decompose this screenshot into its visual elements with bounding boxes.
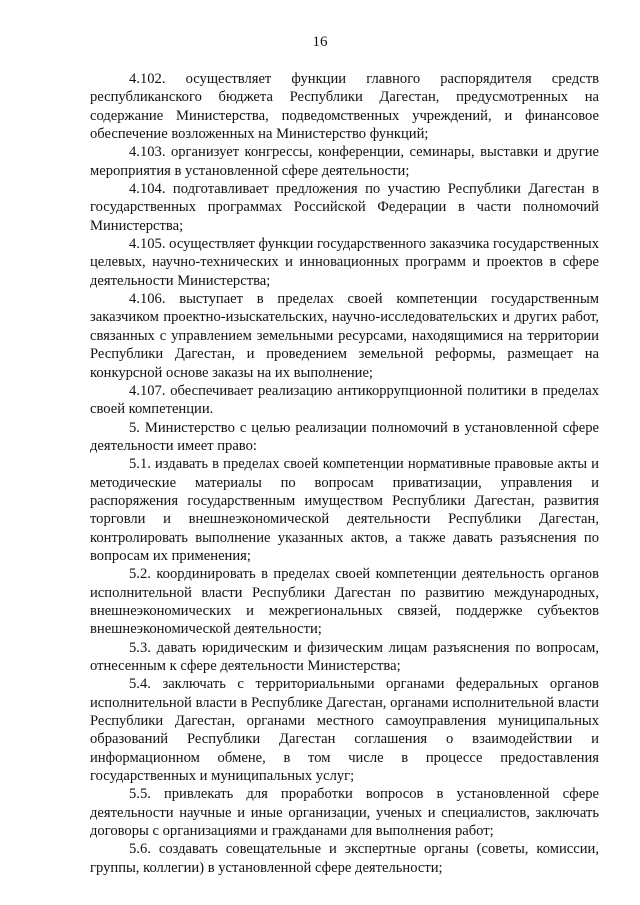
paragraph-4-102: 4.102. осуществляет функции главного распорядителя средств республиканского бюджета Республики Дагестан, предусмотренных на содержание Министерства, подведомственных учреждений, и финансовое обеспечение возложенных на Министерство функций; <box>90 71 599 143</box>
paragraph-5-3: 5.3. давать юридическим и физическим лицам разъяснения по вопросам, отнесенным к сфере деятельности Министерства; <box>90 639 599 674</box>
paragraph-5-5: 5.5. привлекать для проработки вопросов в установленной сфере деятельности научные и иные организации, ученых и специалистов, заключать договоры с организациями и гражданами для выполнения работ; <box>90 786 599 840</box>
paragraph-5-1: 5.1. издавать в пределах своей компетенции нормативные правовые акты и методические материалы по вопросам приватизации, управления и распоряжения государственным имуществом Республики Дагестан, развития торговли и внешнеэкономической деятельности Республики Дагестан, контролировать выполнение указанных актов, а также давать разъяснения по вопросам их применения; <box>90 456 599 564</box>
paragraph-4-105: 4.105. осуществляет функции государственного заказчика государственных целевых, научно-технических и инновационных программ и проектов в сфере деятельности Министерства; <box>90 236 599 289</box>
paragraph-4-104: 4.104. подготавливает предложения по участию Республики Дагестан в государственных программах Российской Федерации в части полномочий Министерства; <box>90 181 599 234</box>
paragraph-4-106: 4.106. выступает в пределах своей компетенции государственным заказчиком проектно-изыскательских, научно-исследовательских и других работ, связанных с управлением земельными ресурсами, находящимися на территории Республики Дагестан, и проведением земельной реформы, размещает на конкурсной основе заказы на их выполнение; <box>90 291 599 381</box>
paragraph-5-4: 5.4. заключать с территориальными органами федеральных органов исполнительной власти в Республике Дагестан, органами исполнительной власти Республики Дагестан, органами местного самоуправления муниципальных образований Республики Дагестан соглашения о взаимодействии и информационном обмене, в том числе в процессе предоставления государственных и муниципальных услуг; <box>90 676 599 785</box>
paragraph-5: 5. Министерство с целью реализации полномочий в установленной сфере деятельности имеет право: <box>90 419 599 454</box>
paragraph-5-6: 5.6. создавать совещательные и экспертные органы (советы, комиссии, группы, коллегии) в установленной сфере деятельности; <box>90 841 599 876</box>
paragraph-4-107: 4.107. обеспечивает реализацию антикоррупционной политики в пределах своей компетенции. <box>90 382 599 418</box>
paragraph-4-103: 4.103. организует конгрессы, конференции, семинары, выставки и другие мероприятия в установленной сфере деятельности; <box>90 144 599 179</box>
document-body <box>90 70 599 877</box>
paragraph-5-2: 5.2. координировать в пределах своей компетенции деятельность органов исполнительной власти Республики Дагестан по развитию международных, внешнеэкономических и межрегиональных связей, поддержке субъектов внешнеэкономической деятельности; <box>90 566 599 638</box>
page-number: 16 <box>312 34 328 50</box>
